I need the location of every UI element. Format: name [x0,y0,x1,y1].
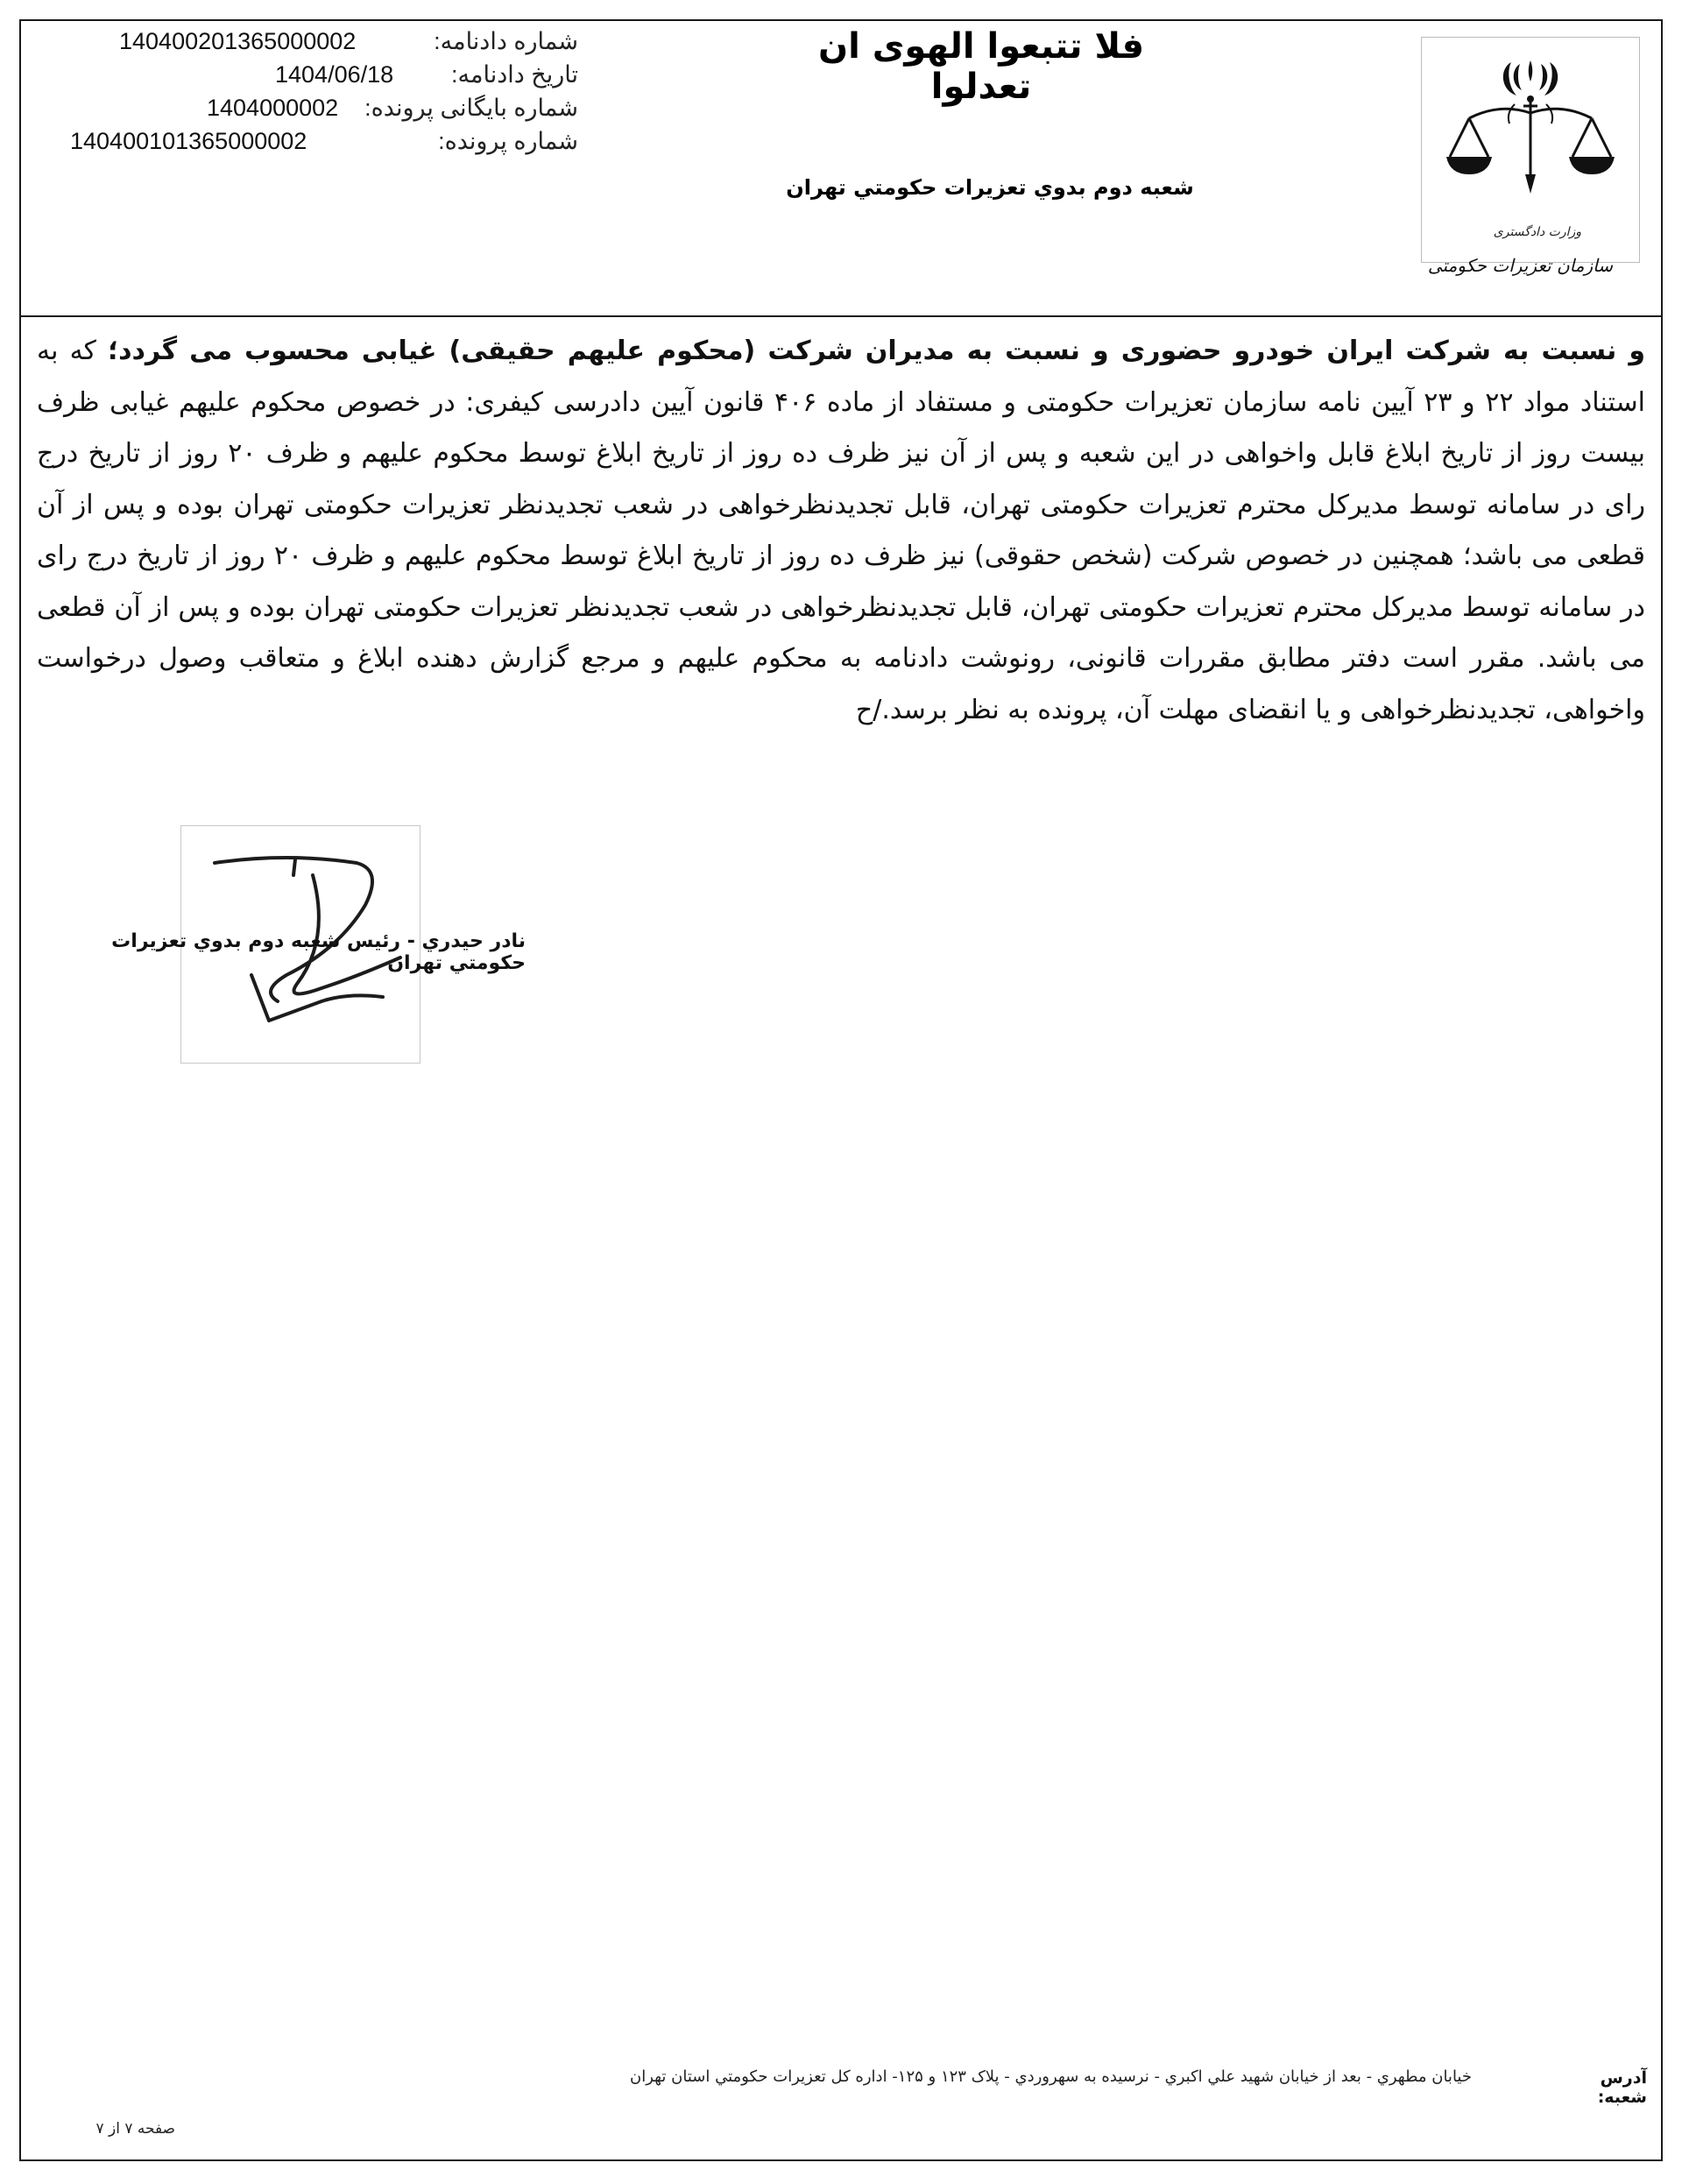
archive-number-row [53,91,578,124]
verdict-number-value: 140400201365000002 [119,28,357,54]
page-number: صفحه ۷ از ۷ [95,2120,175,2138]
verdict-number-row [53,25,578,58]
verdict-text: که به استناد مواد ۲۲ و ۲۳ آیین نامه سازمان تعزیرات حکومتی و مستفاد از ماده ۴۰۶ قانون آیین دادرسی کیفری: در خصوص محکوم علیهم غیابی ظرف بیست روز از تاریخ ابلاغ قابل واخواهی در این شعبه و پس از آن نیز ظرف ده روز از تاریخ ابلاغ توسط محکوم علیهم و ظرف ۲۰ روز از تاریخ درج رای در سامانه توسط مدیرکل محترم تعزیرات حکومتی تهران، قابل تجدیدنظرخواهی در شعب تجدیدنظر تعزیرات حکومتی تهران بوده و پس از آن قطعی می باشد؛ همچنین در خصوص شرکت (شخص حقوقی) نیز ظرف ده روز از تاریخ ابلاغ توسط محکوم علیهم و ظرف ۲۰ روز از تاریخ درج رای در سامانه توسط مدیرکل محترم تعزیرات حکومتی تهران، قابل تجدیدنظرخواهی در شعب تجدیدنظر تعزیرات حکومتی تهران بوده و پس از آن قطعی می باشد. مقرر است دفتر مطابق مقررات قانونی، رونوشت دادنامه به محکوم علیهم و مرجع گزارش دهنده ابلاغ و متعاقب وصول درخواست واخواهی، تجدیدنظرخواهی و یا انقضای مهلت آن، پرونده به نظر برسد./ح [37,336,1645,725]
header-divider [19,315,1663,317]
archive-number-value: 1404000002 [207,95,339,121]
ministry-name: وزارت دادگستری [1493,225,1581,239]
verdict-date-row [53,58,578,91]
emblem-logo [1421,37,1640,276]
verdict-body [37,326,1645,736]
branch-title: شعبه دوم بدوي تعزيرات حکومتي تهران [786,175,1194,200]
scales-of-justice-icon [1434,43,1627,227]
address-label: آدرس شعبه: [1597,2068,1647,2107]
verdict-number-label: شماره دادنامه: [434,28,578,54]
case-meta [53,25,578,158]
verdict-lead: و نسبت به شرکت ایران خودرو حضوری و نسبت به مدیران شرکت (محکوم علیهم حقیقی) غیابی محسوب می گردد؛ [108,336,1645,366]
motto-heading: فلا تتبعوا الهوی ان تعدلوا [817,26,1145,107]
verdict-date-label: تاریخ دادنامه: [451,61,578,88]
verdict-date-value: 1404/06/18 [275,61,394,88]
case-number-row [53,124,578,158]
iran-emblem-icon [1503,60,1558,95]
signer-name: نادر حيدري - رئيس شعبه دوم بدوي تعزيرات حکومتي تهران [111,930,526,974]
organization-name: سازمان تعزیرات حکومتی [1427,255,1613,276]
archive-number-label: شماره بایگانی پرونده: [364,95,578,121]
branch-address: خيابان مطهري - بعد از خيابان شهيد علي اکبري - نرسيده به سهروردي - پلاک ۱۲۳ و ۱۲۵- اداره کل تعزيرات حکومتي استان تهران [629,2067,1472,2086]
case-number-value: 140400101365000002 [70,128,307,154]
case-number-label: شماره پرونده: [438,128,578,154]
